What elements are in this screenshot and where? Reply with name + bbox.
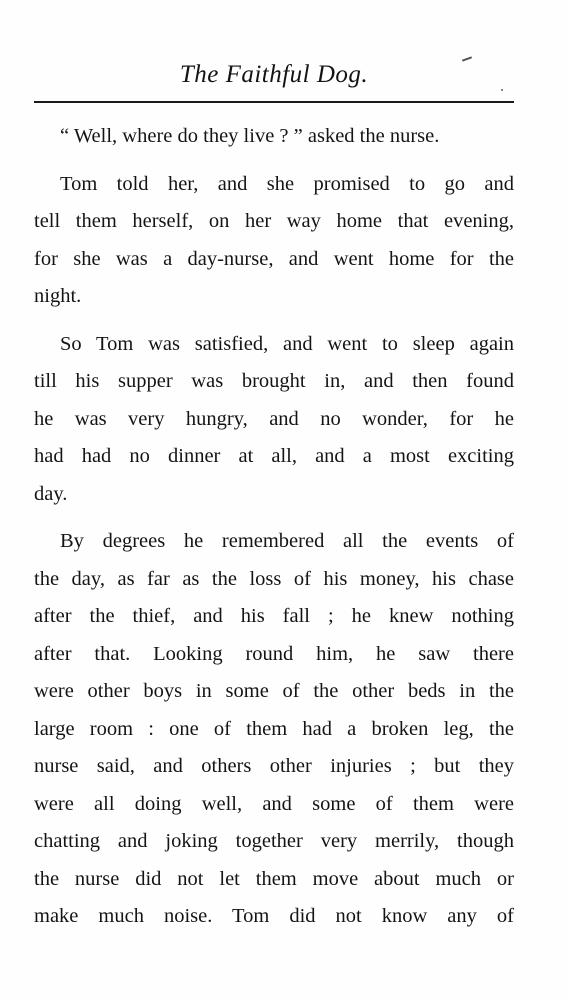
text-line: after that. Looking round him, he saw there xyxy=(34,642,514,665)
text-line: had had no dinner at all, and a most exciting xyxy=(34,445,514,467)
text-line: “ Well, where do they live ? ” asked the nurse. xyxy=(60,125,440,147)
ink-dot xyxy=(501,89,503,91)
text-line: tell them herself, on her way home that evening, xyxy=(34,210,514,232)
text-line: after the thief, and his fall ; he knew nothing xyxy=(34,605,514,627)
text-line: he was very hungry, and no wonder, for he xyxy=(34,407,514,430)
text-line: for she was a day-nurse, and went home for the xyxy=(34,247,514,270)
text-line: make much noise. Tom did not know any of xyxy=(34,905,514,927)
text-line: were other boys in some of the other beds in the xyxy=(34,680,514,702)
text-line: nurse said, and others other injuries ; but they xyxy=(34,755,514,777)
text-line: were all doing well, and some of them were xyxy=(34,792,514,815)
paragraph-3 xyxy=(34,326,514,514)
text-line: night. xyxy=(34,285,82,307)
text-line: By degrees he remembered all the events of xyxy=(60,530,514,552)
paragraph-2 xyxy=(34,166,514,316)
running-title: The Faithful Dog. xyxy=(179,61,369,88)
paragraph-4 xyxy=(34,523,514,936)
body-text xyxy=(34,118,514,946)
header-rule xyxy=(34,101,514,103)
text-line: So Tom was satisfied, and went to sleep again xyxy=(60,332,514,355)
text-line: day. xyxy=(34,482,68,505)
text-line: large room : one of them had a broken leg, the xyxy=(34,717,514,740)
text-line: the nurse did not let them move about much or xyxy=(34,867,514,890)
text-line: the day, as far as the loss of his money, his chase xyxy=(34,567,514,590)
text-line: Tom told her, and she promised to go and xyxy=(60,172,514,195)
paragraph-1 xyxy=(34,118,514,156)
text-line: chatting and joking together very merrily, though xyxy=(34,830,514,852)
text-line: till his supper was brought in, and then found xyxy=(34,370,514,392)
